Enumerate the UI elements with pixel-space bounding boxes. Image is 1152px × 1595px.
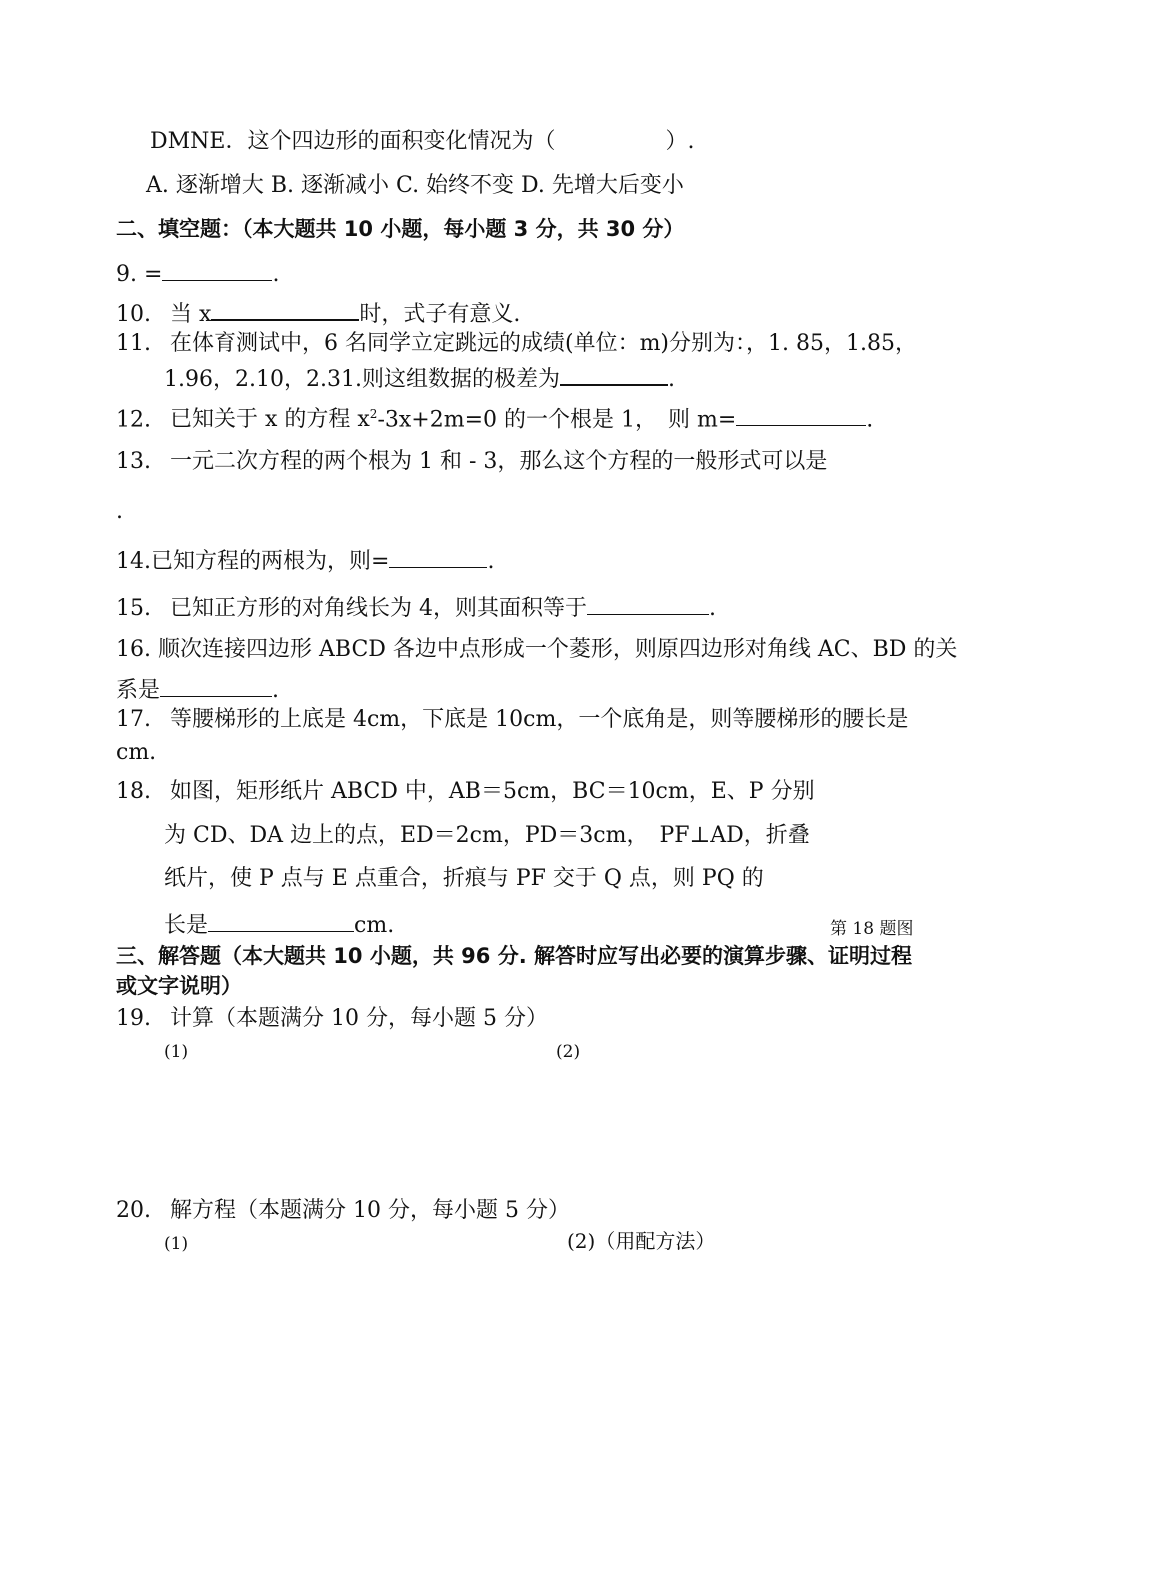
q18-line1 <box>116 778 815 806</box>
q18-text-line1: 如图，矩形纸片 ABCD 中，AB＝5cm，BC＝10cm，E、P 分别 <box>170 779 815 804</box>
q18-number: 18. <box>116 779 151 804</box>
q9-answer-blank[interactable] <box>162 258 272 281</box>
q8-tail: DMNE．这个四边形的面积变化情况为（ ）. <box>150 129 695 154</box>
q17-line2: cm. <box>116 740 157 765</box>
q10-answer-blank[interactable] <box>211 297 359 321</box>
q15-number: 15. <box>116 596 151 621</box>
q10-text-b: 时，式子有意义. <box>359 302 521 327</box>
q12-text-a: 已知关于 x 的方程 x <box>170 407 370 433</box>
q12-answer-blank[interactable] <box>736 403 866 426</box>
q16-answer-blank[interactable] <box>160 674 272 697</box>
q15-text-a: 已知正方形的对角线长为 4，则其面积等于 <box>170 596 587 621</box>
q18-line4 <box>164 909 394 940</box>
q20-number: 20. <box>116 1198 151 1223</box>
q16-number: 16. <box>116 637 151 662</box>
q9-number: 9. <box>116 262 137 287</box>
q12-number: 12. <box>116 407 151 433</box>
q19-part2: (2) <box>556 1042 581 1062</box>
q13-number: 13. <box>116 449 151 474</box>
q14-text-b: . <box>487 549 495 574</box>
q17-text-line1: 等腰梯形的上底是 4cm，下底是 10cm，一个底角是，则等腰梯形的腰长是 <box>170 707 909 732</box>
q10-text-a: 当 x <box>170 302 212 327</box>
q9-text-b: . <box>272 262 280 287</box>
q20-part1: (1) <box>164 1234 189 1254</box>
q16-text-line1: 顺次连接四边形 ABCD 各边中点形成一个菱形，则原四边形对角线 AC、BD 的关 <box>158 637 958 662</box>
q15-answer-blank[interactable] <box>587 592 709 615</box>
q16-line2 <box>116 674 279 705</box>
q10 <box>116 297 520 329</box>
q19-part1: (1) <box>164 1042 189 1062</box>
q18-line2: 为 CD、DA 边上的点，ED＝2cm，PD＝3cm， PF⊥AD，折叠 <box>164 823 810 848</box>
q20-text: 解方程（本题满分 10 分，每小题 5 分） <box>170 1198 570 1223</box>
q10-number: 10. <box>116 302 151 327</box>
q11-number: 11. <box>116 331 151 356</box>
q19-number: 19. <box>116 1006 151 1031</box>
q17-number: 17. <box>116 707 151 732</box>
section3-heading-line1: 三、解答题（本大题共 10 小题，共 96 分. 解答时应写出必要的演算步骤、证明过程 <box>116 944 912 968</box>
q15 <box>116 592 716 623</box>
q13-line1 <box>116 448 827 476</box>
q8-choices: A. 逐渐增大 B. 逐渐减小 C. 始终不变 D. 先增大后变小 <box>146 173 684 198</box>
q18-text-line4: 长是 <box>164 913 209 938</box>
q15-text-b: . <box>709 596 716 621</box>
q12-text-c: . <box>866 407 874 433</box>
q14-text-a: 已知方程的两根为，则= <box>151 549 390 574</box>
section2-heading: 二、填空题：（本大题共 10 小题，每小题 3 分，共 30 分） <box>116 217 685 241</box>
q20-part2: (2)（用配方法） <box>567 1229 716 1253</box>
q11-line1 <box>116 330 917 358</box>
q19-text: 计算（本题满分 10 分，每小题 5 分） <box>170 1006 548 1031</box>
q11-text-line1: 在体育测试中，6 名同学立定跳远的成绩(单位：m)分别为：，1. 85，1.85， <box>170 331 917 356</box>
q11-text-line2: 1.96，2.10，2.31.则这组数据的极差为 <box>164 367 560 392</box>
q12 <box>116 400 873 434</box>
q19 <box>116 1005 548 1033</box>
q16-line1 <box>116 636 957 664</box>
q13-text-line1: 一元二次方程的两个根为 1 和 - 3，那么这个方程的一般形式可以是 <box>170 449 828 474</box>
q11-text-line2-end: . <box>667 367 675 392</box>
q18-text-line4-end: cm. <box>354 913 395 938</box>
q18-answer-blank[interactable] <box>208 909 354 932</box>
q9 <box>116 258 279 289</box>
q12-superscript: 2 <box>369 407 378 421</box>
q14-answer-blank[interactable] <box>389 545 487 568</box>
q11-answer-blank[interactable] <box>560 362 668 386</box>
section3-heading-line2: 或文字说明） <box>116 974 242 998</box>
q16-text-line2-end: . <box>272 678 280 703</box>
q18-line3: 纸片，使 P 点与 E 点重合，折痕与 PF 交于 Q 点，则 PQ 的 <box>164 866 764 891</box>
q20 <box>116 1197 570 1225</box>
q18-figure-caption: 第 18 题图 <box>830 919 914 939</box>
q9-text-a: = <box>137 262 163 287</box>
q13-line2: . <box>116 499 123 524</box>
q12-text-b: -3x+2m=0 的一个根是 1， 则 m= <box>377 407 737 433</box>
q14-number: 14. <box>116 549 151 574</box>
q16-text-line2: 系是 <box>116 678 161 703</box>
q14 <box>116 545 494 576</box>
q17-line1 <box>116 706 908 734</box>
q11-line2 <box>164 362 675 394</box>
